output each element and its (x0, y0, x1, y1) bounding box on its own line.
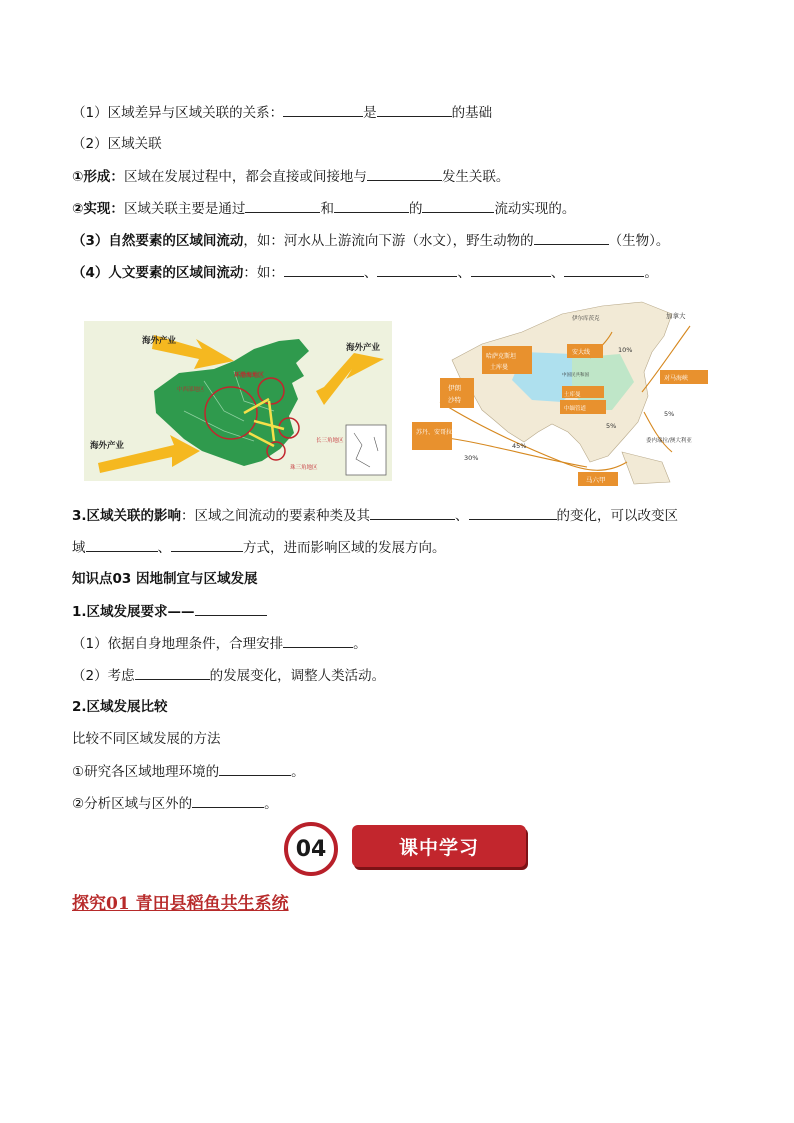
map-label: 海外产业 (90, 441, 125, 451)
period: 。 (291, 764, 305, 780)
formation-suffix: 发生关联。 (441, 169, 510, 185)
human-flow-text: ：如： (243, 265, 284, 281)
line-relation (72, 102, 492, 123)
line-link-impact-cont (72, 537, 446, 558)
line-natural-flow (72, 230, 669, 251)
relation-label: （1）区域差异与区域关联的关系： (72, 105, 284, 121)
map-label: 30% (464, 454, 479, 462)
consider-prefix: （2）考虑 (72, 668, 135, 684)
blank[interactable] (367, 166, 442, 181)
separator: 、 (157, 540, 171, 556)
map-label: 珠三角地区 (290, 465, 318, 471)
section-title-banner: 课中学习 (352, 825, 526, 867)
map-label: 马六甲 (586, 476, 606, 484)
arrange-text: （1）依据自身地理条件，合理安排 (72, 636, 284, 652)
period: 。 (353, 636, 367, 652)
link-impact-cont-suffix: 方式，进而影响区域的发展方向。 (243, 540, 446, 556)
line-region-link (72, 134, 162, 154)
blank[interactable] (564, 262, 644, 277)
map-label: 加拿大 (666, 312, 686, 320)
blank[interactable] (135, 665, 210, 680)
line-requirement (72, 601, 267, 622)
blank[interactable] (283, 633, 353, 648)
line-realization (72, 198, 575, 219)
map-label: 对马海峡 (664, 375, 689, 382)
south-sea-inset (346, 425, 386, 475)
separator: 、 (457, 265, 471, 281)
realization-of: 的 (408, 201, 423, 217)
relation-mid: 是 (363, 105, 377, 121)
blank[interactable] (219, 761, 291, 776)
blank[interactable] (534, 230, 609, 245)
map-label: 5% (606, 422, 617, 430)
human-flow-label: （4）人文要素的区域间流动 (72, 265, 244, 281)
line-analyze (72, 793, 278, 814)
realization-text: 区域关联主要是通过 (123, 201, 246, 217)
explore-01-title: 探究01 青田县稻鱼共生系统 (72, 894, 289, 914)
map-label: 45% (512, 442, 527, 450)
map-label: 伊朗 (448, 384, 461, 392)
blank[interactable] (171, 537, 243, 552)
map-label: 长三角地区 (316, 438, 344, 444)
separator: 、 (363, 265, 378, 281)
analyze-text: ②分析区域与区外的 (72, 796, 193, 812)
link-impact-cont-prefix: 域 (72, 540, 86, 556)
map-label: 哈萨克斯坦 (486, 353, 517, 360)
period: 。 (644, 265, 658, 281)
map-label: 安大线 (572, 349, 591, 356)
map-label: 环渤海地区 (234, 372, 265, 379)
map-label: 中西部地区 (177, 387, 205, 393)
requirement-heading: 1.区域发展要求—— (72, 604, 195, 620)
line-consider (72, 665, 385, 686)
asia-energy-map (412, 292, 712, 488)
line-formation (72, 166, 509, 187)
blank[interactable] (422, 198, 494, 213)
natural-flow-label: （3）自然要素的区域间流动 (72, 233, 244, 249)
blank[interactable] (284, 262, 364, 277)
map-label: 土库曼 (564, 392, 581, 398)
separator: 、 (455, 508, 469, 524)
blank[interactable] (334, 198, 409, 213)
region-link-heading: （2）区域关联 (72, 136, 162, 152)
formation-label: ①形成： (72, 169, 124, 185)
map-label: 伊尔库茨克 (572, 316, 600, 322)
arrow-right (316, 353, 384, 405)
map-label: 5% (664, 410, 675, 418)
asia-map-graphic (412, 292, 712, 488)
line-human-flow (72, 262, 658, 283)
china-map-graphic (84, 321, 392, 481)
link-impact-suffix: 的变化，可以改变区 (556, 508, 679, 524)
blank[interactable] (370, 505, 455, 520)
realization-label: ②实现： (72, 201, 124, 217)
blank[interactable] (283, 102, 363, 117)
compare-methods: 比较不同区域发展的方法 (72, 731, 221, 747)
map-label: 中国民共和国 (562, 373, 589, 378)
blank[interactable] (377, 102, 452, 117)
knowledge-03-title: 知识点03 因地制宜与区域发展 (72, 571, 258, 587)
map-label: 10% (618, 346, 633, 354)
map-label: 海外产业 (346, 343, 381, 353)
line-arrange (72, 633, 367, 654)
line-study-env (72, 761, 305, 782)
natural-flow-text: ，如：河水从上游流向下游（水文），野生动物的 (243, 233, 534, 249)
section-number-badge: 04 (284, 822, 338, 876)
blank[interactable] (471, 262, 551, 277)
blank[interactable] (377, 262, 457, 277)
blank[interactable] (245, 198, 320, 213)
realization-and: 和 (320, 201, 334, 217)
separator: 、 (550, 265, 565, 281)
study-env-text: ①研究各区域地理环境的 (72, 764, 220, 780)
natural-flow-suffix: （生物）。 (608, 233, 670, 249)
map-label: 沙特 (448, 396, 461, 404)
china-industry-map (84, 321, 392, 481)
blank[interactable] (86, 537, 158, 552)
realization-suffix: 流动实现的。 (494, 201, 576, 217)
blank[interactable] (469, 505, 557, 520)
formation-text: 区域在发展过程中，都会直接或间接地与 (123, 169, 367, 185)
blank[interactable] (192, 793, 264, 808)
blank[interactable] (195, 601, 267, 616)
map-label: 苏丹、安哥拉 (416, 429, 453, 436)
map-label: 中缅管道 (564, 406, 587, 412)
consider-suffix: 的发展变化，调整人类活动。 (209, 668, 386, 684)
compare-heading: 2.区域发展比较 (72, 699, 168, 715)
link-impact-text: ：区域之间流动的要素种类及其 (181, 508, 371, 524)
line-link-impact (72, 505, 678, 526)
period: 。 (264, 796, 278, 812)
map-label: 土库曼 (490, 364, 509, 371)
relation-suffix: 的基础 (451, 105, 493, 121)
link-impact-label: 3.区域关联的影响 (72, 508, 182, 524)
map-label: 海外产业 (142, 336, 177, 346)
map-label: 委内瑞拉/澳大利亚 (646, 438, 692, 444)
